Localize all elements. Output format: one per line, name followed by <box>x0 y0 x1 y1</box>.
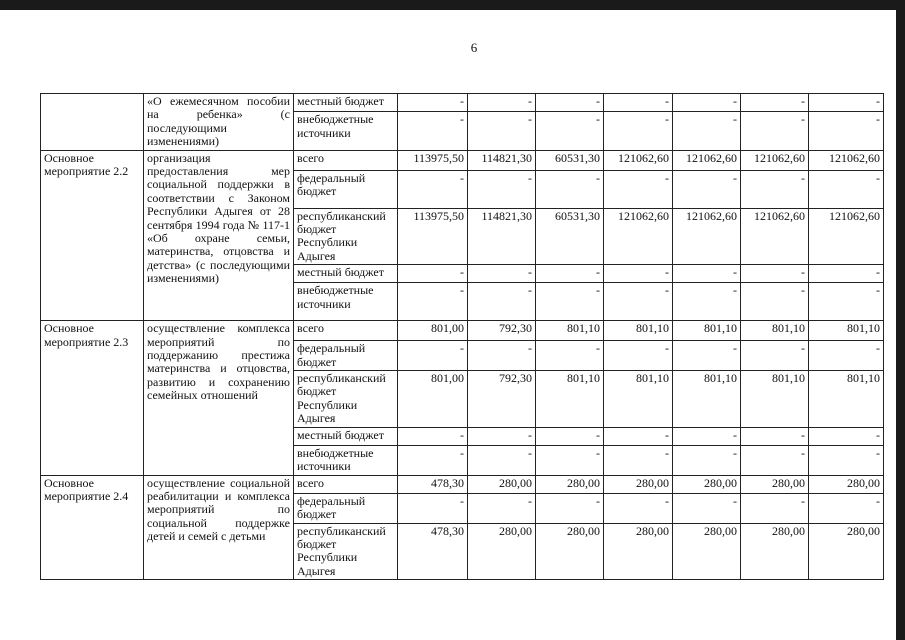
amount-cell: - <box>809 170 884 208</box>
amount-cell: - <box>468 341 536 371</box>
amount-cell: - <box>741 94 809 112</box>
measure-description: организация предоставления мер социальной поддержки в соответствии с Законом Республики Адыгея от 28 сентября 1994 года № 117-1 «Об охране семьи, материнства, отцовства и детства» (с последующими изменениями) <box>144 150 294 321</box>
amount-cell: 801,00 <box>398 321 468 341</box>
table-row <box>41 150 884 170</box>
amount-cell: - <box>536 112 604 150</box>
amount-cell: - <box>398 112 468 150</box>
amount-cell: 280,00 <box>809 475 884 493</box>
amount-cell: - <box>468 112 536 150</box>
funding-source: всего <box>294 321 398 341</box>
amount-cell: - <box>536 427 604 445</box>
amount-cell: - <box>741 427 809 445</box>
amount-cell: - <box>536 265 604 283</box>
amount-cell: 280,00 <box>536 475 604 493</box>
amount-cell: - <box>604 265 673 283</box>
amount-cell: - <box>809 493 884 523</box>
amount-cell: - <box>809 94 884 112</box>
amount-cell: 801,00 <box>398 371 468 428</box>
amount-cell: 121062,60 <box>673 208 741 265</box>
amount-cell: 801,10 <box>604 321 673 341</box>
amount-cell: - <box>673 427 741 445</box>
amount-cell: - <box>398 265 468 283</box>
amount-cell: - <box>673 341 741 371</box>
amount-cell: 121062,60 <box>809 208 884 265</box>
amount-cell: 121062,60 <box>604 150 673 170</box>
amount-cell: 280,00 <box>468 523 536 580</box>
amount-cell: - <box>809 341 884 371</box>
amount-cell: 280,00 <box>468 475 536 493</box>
amount-cell: - <box>398 493 468 523</box>
amount-cell: 280,00 <box>536 523 604 580</box>
amount-cell: 60531,30 <box>536 150 604 170</box>
amount-cell: 801,10 <box>741 321 809 341</box>
amount-cell: - <box>741 170 809 208</box>
amount-cell: - <box>673 94 741 112</box>
amount-cell: - <box>673 112 741 150</box>
amount-cell: 801,10 <box>536 321 604 341</box>
amount-cell: 801,10 <box>673 321 741 341</box>
amount-cell: - <box>604 427 673 445</box>
amount-cell: - <box>741 493 809 523</box>
amount-cell: - <box>468 445 536 475</box>
funding-source: внебюджетные источники <box>294 283 398 321</box>
amount-cell: - <box>468 265 536 283</box>
amount-cell: - <box>673 445 741 475</box>
amount-cell: - <box>536 341 604 371</box>
amount-cell: 121062,60 <box>741 150 809 170</box>
amount-cell: - <box>741 341 809 371</box>
amount-cell: 121062,60 <box>604 208 673 265</box>
amount-cell: 280,00 <box>604 523 673 580</box>
amount-cell: 121062,60 <box>809 150 884 170</box>
amount-cell: - <box>809 445 884 475</box>
amount-cell: 280,00 <box>604 475 673 493</box>
funding-source: местный бюджет <box>294 427 398 445</box>
amount-cell: 801,10 <box>741 371 809 428</box>
amount-cell: - <box>536 445 604 475</box>
measure-name: Основное мероприятие 2.2 <box>41 150 144 321</box>
amount-cell: - <box>398 445 468 475</box>
measure-name: Основное мероприятие 2.3 <box>41 321 144 475</box>
amount-cell: 60531,30 <box>536 208 604 265</box>
amount-cell: - <box>741 265 809 283</box>
amount-cell: - <box>468 170 536 208</box>
amount-cell: - <box>468 427 536 445</box>
measure-name <box>41 94 144 151</box>
measure-description: «О ежемесячном пособии на ребенка» (с последующими изменениями) <box>144 94 294 151</box>
page-number: 6 <box>470 40 478 55</box>
amount-cell: - <box>398 94 468 112</box>
amount-cell: 280,00 <box>741 475 809 493</box>
funding-source: внебюджетные источники <box>294 112 398 150</box>
amount-cell: - <box>604 112 673 150</box>
funding-source: всего <box>294 150 398 170</box>
amount-cell: - <box>604 341 673 371</box>
amount-cell: - <box>741 445 809 475</box>
amount-cell: 801,10 <box>604 371 673 428</box>
amount-cell: - <box>741 112 809 150</box>
funding-source: местный бюджет <box>294 265 398 283</box>
amount-cell: - <box>604 170 673 208</box>
scan-frame-right <box>896 0 905 640</box>
amount-cell: - <box>673 283 741 321</box>
amount-cell: - <box>809 427 884 445</box>
funding-source: всего <box>294 475 398 493</box>
amount-cell: 792,30 <box>468 371 536 428</box>
amount-cell: - <box>604 445 673 475</box>
amount-cell: 280,00 <box>673 475 741 493</box>
amount-cell: 280,00 <box>741 523 809 580</box>
funding-source: республиканский бюджет Республики Адыгея <box>294 371 398 428</box>
measure-name: Основное мероприятие 2.4 <box>41 475 144 580</box>
amount-cell: - <box>673 493 741 523</box>
measure-description: осуществление комплекса мероприятий по поддержанию престижа материнства и отцовства, развитию и сохранению семейных отношений <box>144 321 294 475</box>
table-row <box>41 94 884 112</box>
amount-cell: - <box>809 283 884 321</box>
budget-table <box>40 93 884 580</box>
amount-cell: 801,10 <box>673 371 741 428</box>
table-row <box>41 475 884 493</box>
amount-cell: 478,30 <box>398 523 468 580</box>
amount-cell: - <box>468 283 536 321</box>
funding-source: федеральный бюджет <box>294 341 398 371</box>
measure-description: осуществление социальной реабилитации и комплекса мероприятий по социальной поддержке детей и семей с детьми <box>144 475 294 580</box>
funding-source: республиканский бюджет Республики Адыгея <box>294 523 398 580</box>
amount-cell: - <box>536 493 604 523</box>
amount-cell: - <box>398 283 468 321</box>
amount-cell: 801,10 <box>536 371 604 428</box>
scan-frame-top <box>0 0 905 10</box>
amount-cell: - <box>604 94 673 112</box>
amount-cell: - <box>673 265 741 283</box>
amount-cell: 121062,60 <box>741 208 809 265</box>
amount-cell: - <box>604 283 673 321</box>
amount-cell: - <box>398 170 468 208</box>
amount-cell: 121062,60 <box>673 150 741 170</box>
amount-cell: - <box>741 283 809 321</box>
table-row <box>41 321 884 341</box>
funding-source: республиканский бюджет Республики Адыгея <box>294 208 398 265</box>
funding-source: федеральный бюджет <box>294 493 398 523</box>
amount-cell: 280,00 <box>673 523 741 580</box>
funding-source: местный бюджет <box>294 94 398 112</box>
amount-cell: - <box>604 493 673 523</box>
funding-source: федеральный бюджет <box>294 170 398 208</box>
amount-cell: 113975,50 <box>398 150 468 170</box>
amount-cell: - <box>398 341 468 371</box>
amount-cell: 113975,50 <box>398 208 468 265</box>
amount-cell: - <box>536 283 604 321</box>
amount-cell: - <box>468 493 536 523</box>
amount-cell: 114821,30 <box>468 208 536 265</box>
amount-cell: - <box>398 427 468 445</box>
amount-cell: - <box>809 112 884 150</box>
amount-cell: 114821,30 <box>468 150 536 170</box>
amount-cell: - <box>536 94 604 112</box>
amount-cell: 792,30 <box>468 321 536 341</box>
funding-source: внебюджетные источники <box>294 445 398 475</box>
amount-cell: - <box>673 170 741 208</box>
amount-cell: - <box>468 94 536 112</box>
amount-cell: - <box>809 265 884 283</box>
amount-cell: 801,10 <box>809 321 884 341</box>
amount-cell: 280,00 <box>809 523 884 580</box>
amount-cell: - <box>536 170 604 208</box>
amount-cell: 478,30 <box>398 475 468 493</box>
amount-cell: 801,10 <box>809 371 884 428</box>
